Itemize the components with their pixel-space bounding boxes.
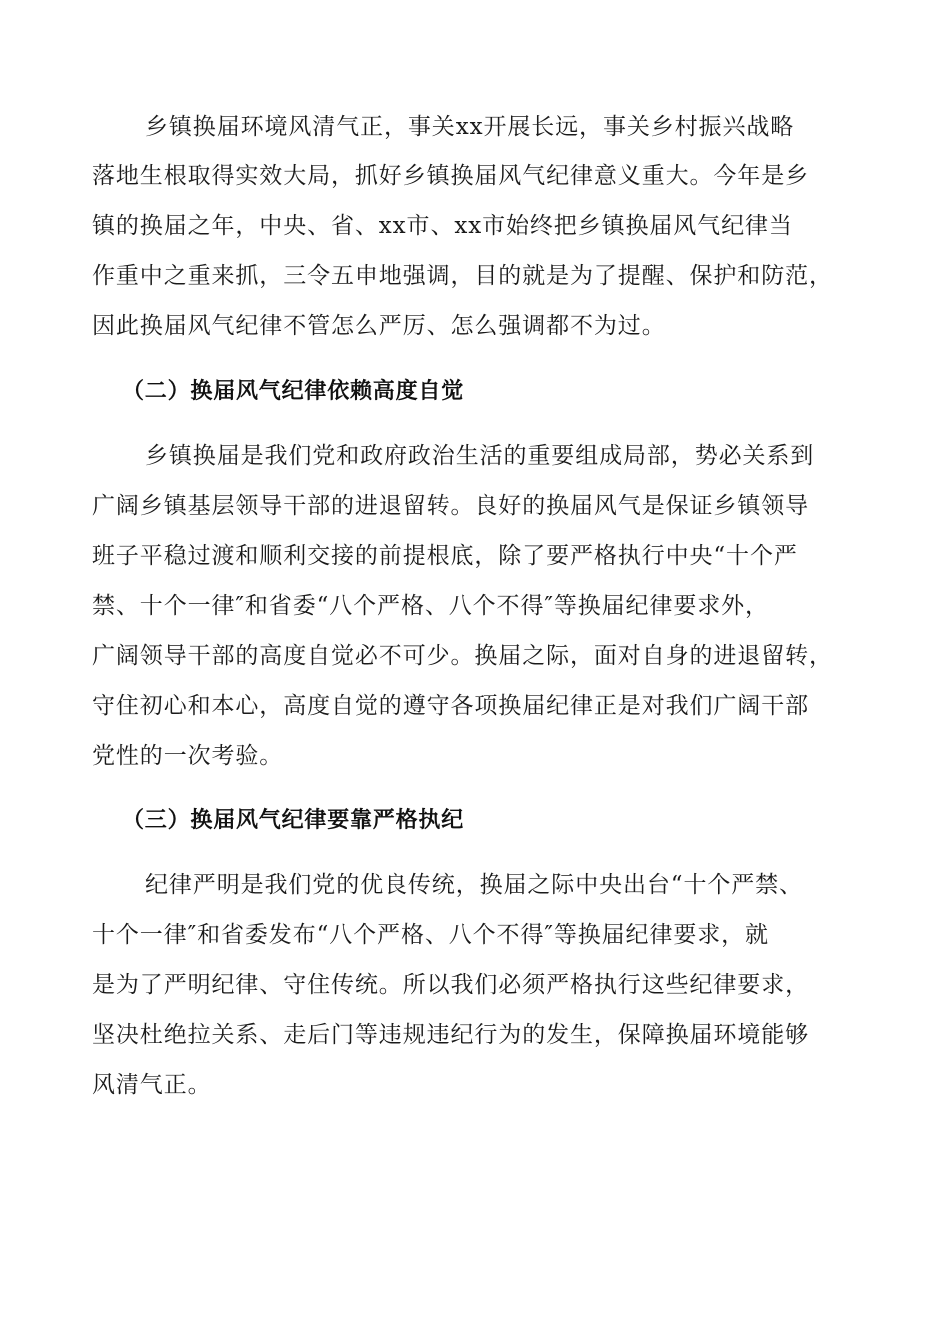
paragraph-line: 落地生根取得实效大局，抓好乡镇换届风气纪律意义重大。今年是乡 [92,163,809,189]
paragraph-line: 乡镇换届是我们党和政府政治生活的重要组成局部，势必关系到 [145,443,815,469]
paragraph-line: 守住初心和本心，高度自觉的遵守各项换届纪律正是对我们广阔干部 [92,693,809,719]
paragraph-line: 镇的换届之年，中央、省、xx市、xx市始终把乡镇换届风气纪律当 [92,213,793,239]
paragraph-line: 广阔乡镇基层领导干部的进退留转。良好的换届风气是保证乡镇领导 [92,493,809,519]
paragraph-line: 纪律严明是我们党的优良传统，换届之际中央出台“十个严禁、 [145,872,803,898]
paragraph-line: 班子平稳过渡和顺利交接的前提根底，除了要严格执行中央“十个严 [92,543,798,569]
section-heading-2: （二）换届风气纪律依赖高度自觉 [122,379,465,404]
paragraph-line: 风清气正。 [92,1072,212,1098]
paragraph-line: 广阔领导干部的高度自觉必不可少。换届之际，面对自身的进退留转， [92,643,833,669]
paragraph-line: 禁、十个一律″和省委“八个严格、八个不得″等换届纪律要求外， [92,593,769,619]
paragraph-line: 作重中之重来抓，三令五申地强调，目的就是为了提醒、保护和防范， [92,263,833,289]
paragraph-line: 十个一律″和省委发布“八个严格、八个不得″等换届纪律要求，就 [92,922,769,948]
paragraph-line: 乡镇换届环境风清气正，事关xx开展长远，事关乡村振兴战略 [145,114,795,140]
paragraph-line: 因此换届风气纪律不管怎么严厉、怎么强调都不为过。 [92,313,666,339]
paragraph-line: 是为了严明纪律、守住传统。所以我们必须严格执行这些纪律要求， [92,972,809,998]
paragraph-line: 党性的一次考验。 [92,743,284,769]
paragraph-line: 坚决杜绝拉关系、走后门等违规违纪行为的发生，保障换届环境能够 [92,1022,809,1048]
section-heading-3: （三）换届风气纪律要靠严格执纪 [122,808,465,833]
